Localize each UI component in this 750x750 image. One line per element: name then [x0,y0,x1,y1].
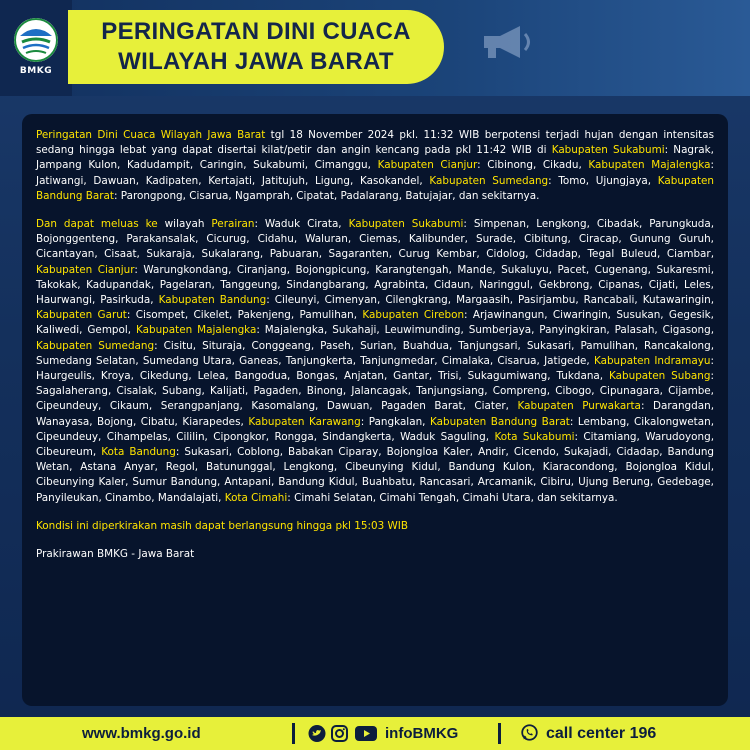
warning-paragraph-main [36,128,714,204]
warning-panel [22,114,728,706]
instagram-icon[interactable] [331,725,348,742]
warning-text: : Sukasari, Coblong, Babakan Ciparay, Bojongloa Kaler, Andir, Cicendo, Sukajadi, Cidadap, Bandung Wetan, Astana Anyar, Regol, Batununggal, Lengkong, Cibeunying Kidul, Bandung Kulon, Kiaracondong, Bojongloa Kidul, Cibeunying Kaler, Sumur Bandung, Antapani, Bandung Kidul, Buahbatu, Rancasari, Arcamanik, Cibiru, Ujung Berung, Gedebage, Panyileukan, Cinambo, Mandalajati, [36,446,714,504]
warning-paragraph-extension [36,217,714,506]
title-line-1: PERINGATAN DINI CUACA [101,18,411,45]
warning-text: : Citamiang, Warudoyong, Cibeureum, [36,430,714,459]
logo-area [0,0,72,96]
warning-text: : Waduk Cirata, [254,218,349,231]
warning-text: : Pangkalan, [360,415,430,428]
warning-text: : Cimahi Selatan, Cimahi Tengah, Cimahi Utara, dan sekitarnya. [287,491,618,504]
warning-text: : Darangdan, Wanayasa, Bojong, Cibatu, Kiarapedes, [36,400,715,428]
footer-divider [292,723,295,744]
warning-text: : Majalengka, Sukahaji, Leuwimunding, Sumberjaya, Panyingkiran, Palasah, Cigasong, [256,324,714,337]
footer-divider [498,723,501,744]
title-banner [68,10,444,84]
region-label: Perairan [211,218,255,231]
warning-text: : Nagrak, Jampang Kulon, Kadudampit, Caringin, Sukabumi, Cimanggu, [36,144,714,172]
title-line-2: WILAYAH JAWA BARAT [118,48,394,75]
region-label: Kota Bandung [101,446,176,459]
bmkg-logo [14,18,58,62]
megaphone-icon [478,20,538,64]
website-link[interactable]: www.bmkg.go.id [82,725,201,742]
region-label: Kabupaten Subang [609,370,711,383]
region-label: Kabupaten Majalengka [588,159,711,172]
region-label: Kabupaten Sumedang [429,174,549,187]
region-label: Kabupaten Karawang [248,415,361,428]
warning-text: : Cibinong, Cikadu, [477,159,589,172]
region-label: Kabupaten Garut [36,309,127,322]
bmkg-emblem-icon [14,18,58,62]
region-label: Kabupaten Bandung Barat [429,415,570,428]
region-label: Peringatan Dini Cuaca Wilayah Jawa Barat [36,129,266,141]
region-label: Kabupaten Cirebon [362,309,465,322]
twitter-icon[interactable] [308,725,326,742]
logo-label: BMKG [19,66,53,76]
youtube-icon[interactable] [355,725,377,742]
warning-text: : Warungkondang, Ciranjang, Bojongpicung, Karangtengah, Mande, Sukaluyu, Pacet, Cugenang, Sukaresmi, Takokak, Kadupandak, Pagelaran, Tanggeung, Sindangbarang, Agrabinta, Cidaun, Naringgul, Gekbrong, Cipanas, Cijati, Leles, Haurwangi, Pasirkuda, [36,263,714,307]
warning-text: : Parongpong, Cisarua, Ngamprah, Cipatat, Padalarang, Batujajar, dan sekitarnya. [113,189,540,202]
region-label: Kabupaten Sumedang [36,339,155,352]
region-label: Kabupaten Cianjur [377,159,478,172]
region-label: Kabupaten Bandung [158,294,267,307]
warning-text: : Cisompet, Cikelet, Pakenjeng, Pamulihan, [126,309,363,322]
region-label: Kabupaten Sukabumi [551,144,665,157]
warning-text: : Simpenan, Lengkong, Cibadak, Parungkuda, Bojonggenteng, Parakansalak, Cicurug, Cidahu, Waluran, Ciemas, Kalibunder, Surade, Cibitung, Ciracap, Gunung Guruh, Cicantayan, Cisaat, Sukaraja, Sukalarang, Pabuaran, Sagaranten, Curug Kembar, Cidolog, Cidadap, Tegal Buleud, Ciambar, [36,218,714,261]
region-label: Kabupaten Cianjur [36,263,135,276]
warning-text: : Lembang, Cikalongwetan, Cipeundeuy, Cihampelas, Cililin, Cipongkor, Rongga, Sindangkerta, Waduk Saguling, [36,415,715,443]
warning-text: : Haurgeulis, Kroya, Cikedung, Lelea, Bangodua, Bongas, Anjatan, Gantar, Trisi, Sukagumiwang, Tukdana, [36,354,714,383]
warning-text: : Arjawinangun, Ciwaringin, Susukan, Gegesik, Kaliwedi, Gempol, [36,309,714,337]
region-label: Kota Cimahi [224,491,288,504]
warning-text: : Sagalaherang, Cisalak, Subang, Kalijati, Pagaden, Binong, Jalancagak, Tanjungsiang, Compreng, Cibogo, Cipunagara, Cijambe, Cipeundeuy, Cikaum, Serangpanjang, Kasomalang, Dawuan, Pagaden Barat, Ciater, [36,370,714,413]
warning-text: : Cisitu, Situraja, Conggeang, Paseh, Surian, Buahdua, Tanjungsari, Sukasari, Pamulihan, Rancakalong, Sumedang Selatan, Sumedang Utara, Ganeas, Tanjungkerta, Tanjungmedar, Cimalaka, Cisarua, Jatigede, [36,339,715,367]
warning-text: : Tomo, Ujungjaya, [548,174,658,187]
warning-text: : Cileunyi, Cimenyan, Cilengkrang, Margaasih, Pasirjambu, Rancabali, Kutawaringin, [266,294,714,307]
region-label: Kabupaten Majalengka [136,324,257,337]
region-label: Kabupaten Purwakarta [517,400,641,413]
social-handle[interactable]: infoBMKG [385,725,459,742]
region-label: Dan dapat meluas ke [36,218,158,231]
region-label: Kabupaten Indramayu [593,354,711,367]
footer-bar [0,717,750,750]
region-label: Kabupaten Sukabumi [348,218,464,231]
whatsapp-icon[interactable] [519,724,540,741]
warning-text: wilayah [157,218,212,231]
region-label: Kota Sukabumi [494,430,575,443]
call-center[interactable]: call center 196 [546,725,657,742]
region-label: Kabupaten Bandung Barat [36,174,714,202]
forecaster-credit: Prakirawan BMKG - Jawa Barat [36,548,195,561]
duration-note: Kondisi ini diperkirakan masih dapat berlangsung hingga pkl 15:03 WIB [36,519,408,532]
warning-text: : Jatiwangi, Dawuan, Kadipaten, Kertajati, Jatitujuh, Ligung, Kasokandel, [36,159,715,187]
warning-text: tgl 18 November 2024 pkl. 11:32 WIB berpotensi terjadi hujan dengan intensitas sedang hingga lebat yang dapat disertai kilat/petir dan angin kencang pada pkl 11:42 WIB di [36,129,715,157]
